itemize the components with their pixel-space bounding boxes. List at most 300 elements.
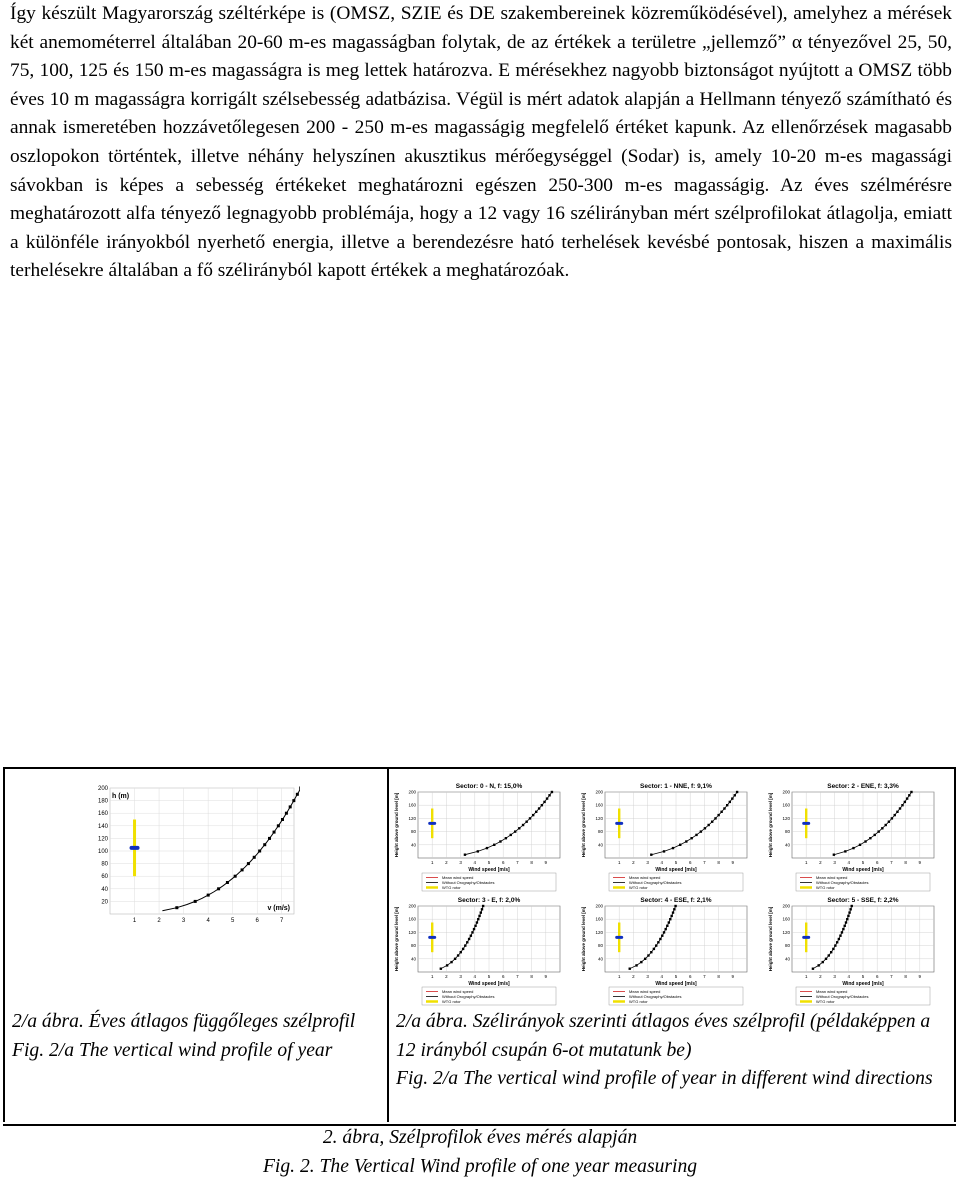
data-point — [904, 801, 906, 803]
data-point — [825, 958, 827, 960]
legend-label: WTG rotor — [816, 999, 835, 1004]
data-point — [852, 847, 854, 849]
data-point — [247, 862, 250, 865]
data-point — [499, 840, 501, 842]
x-tick-label: 5 — [861, 860, 865, 865]
data-point — [538, 807, 540, 809]
x-tick-label: 5 — [674, 974, 678, 979]
y-tick-label: 120 — [782, 929, 790, 935]
data-point — [541, 804, 543, 806]
legend-label: Mean wind speed — [442, 875, 474, 880]
x-tick-label: 7 — [703, 974, 706, 979]
y-tick-label: 200 — [782, 903, 790, 909]
x-tick-label: 2 — [157, 918, 161, 924]
data-point — [695, 834, 697, 836]
data-point — [661, 935, 663, 937]
x-tick-label: 9 — [918, 860, 922, 865]
x-tick-label: 6 — [688, 860, 692, 865]
data-point — [891, 817, 893, 819]
x-tick-label: 2 — [819, 974, 822, 979]
y-tick-label: 200 — [782, 789, 790, 795]
data-point — [849, 908, 851, 910]
legend — [796, 987, 930, 1005]
x-tick-label: 3 — [646, 860, 649, 865]
y-axis-label: Height above ground level [m] — [394, 792, 399, 858]
y-tick-label: 60 — [101, 874, 108, 881]
y-tick-label: 80 — [410, 829, 416, 835]
legend — [796, 873, 930, 891]
y-tick-label: 40 — [101, 886, 108, 893]
y-tick-label: 80 — [597, 829, 603, 835]
data-point — [830, 951, 832, 953]
data-point — [464, 944, 466, 946]
sector-chart-1 — [581, 783, 747, 891]
sector-chart-5 — [768, 897, 934, 1005]
data-point — [845, 921, 847, 923]
x-tick-label: 2 — [445, 974, 448, 979]
data-point — [217, 887, 220, 890]
data-point — [700, 830, 702, 832]
x-tick-label: 9 — [731, 974, 735, 979]
y-tick-label: 80 — [597, 943, 603, 949]
data-point — [847, 915, 849, 917]
x-tick-label: 6 — [255, 918, 259, 924]
x-tick-label: 1 — [430, 860, 434, 865]
y-axis-label: Height above ground level [m] — [394, 906, 399, 972]
x-tick-label: 2 — [632, 860, 635, 865]
data-point — [842, 928, 844, 930]
legend-label: Mean wind speed — [629, 989, 661, 994]
data-point — [471, 931, 473, 933]
sector-chart-0 — [394, 783, 560, 891]
y-tick-label: 20 — [101, 899, 108, 906]
data-point — [505, 837, 507, 839]
y-tick-label: 120 — [782, 815, 790, 821]
legend-label: Mean wind speed — [442, 989, 474, 994]
data-point — [690, 837, 692, 839]
figure-right-border — [954, 767, 956, 1122]
data-point — [859, 844, 861, 846]
data-point — [522, 824, 524, 826]
x-axis-label: v (m/s) — [267, 905, 290, 912]
y-axis-label: Height above ground level [m] — [581, 792, 586, 858]
data-point — [659, 938, 661, 940]
y-tick-label: 160 — [782, 916, 790, 922]
data-point — [480, 911, 482, 913]
y-tick-label: 160 — [595, 802, 603, 808]
data-point — [736, 791, 738, 793]
hub-marker — [802, 936, 810, 939]
x-tick-label: 3 — [459, 974, 462, 979]
x-tick-label: 4 — [847, 974, 851, 979]
x-tick-label: 3 — [181, 918, 186, 924]
y-axis-label: Height above ground level [m] — [581, 906, 586, 972]
data-point — [446, 964, 448, 966]
caption-bottom-hu: 2. ábra, Szélprofilok éves mérés alapján — [322, 1127, 638, 1148]
data-point — [277, 824, 280, 827]
data-point — [874, 834, 876, 836]
caption-left-en: Fig. 2/a The vertical wind profile of year — [12, 1039, 333, 1061]
legend-label: WTG rotor — [629, 999, 648, 1004]
legend-label: Without Orography/Obstacles — [629, 994, 682, 999]
y-tick-label: 120 — [408, 815, 416, 821]
y-tick-label: 160 — [408, 916, 416, 922]
data-point — [668, 921, 670, 923]
x-tick-label: 3 — [459, 860, 462, 865]
data-point — [194, 900, 197, 903]
x-tick-label: 2 — [632, 974, 635, 979]
data-point — [525, 821, 527, 823]
body-paragraph: Így készült Magyarország széltérképe is (OMSZ, SZIE és DE szakembereinek közreműködésével), amelyhez a mérések két anemométerrel általában 20-60 m-es magasságban folytak, de az értékek a területre „jellemző” α tényezővel 25, 50, 75, 100, 125 és 150 m-es magasságra is meg lettek határozva. E mérésekhez nagyobb biztonságot nyújtott a OMSZ több éves 10 m magasságra korrigált szélsebesség adatbázisa. Végül is mért adatok alapján a Hellmann tényező számítható és annak ismeretében hozzávetőlegesen 200 - 250 m-es magasságig megfelelő értéket kapunk. Az ellenőrzések magasabb oszlopokon történtek, illetve néhány helyszínen akusztikus mérőegységgel (Sodar) is, amely 10-20 m-es magassági sávokban is képes a sebesség értékeket meghatározni egészen 250-300 m-es magasságig. Az éves szélmérésre meghatározott alfa tényező legnagyobb problémája, hogy a 12 vagy 16 szélirányban mért szélprofilokat átlagolja, emiatt a különféle irányokból nyerhető energia, illetve a berendezésre ható terhelések kevésbé pontosak, hiszen a maximális terhelésekre általában a fő szélirányból kapott értékek a meghatározóak. — [10, 3, 952, 282]
legend — [609, 873, 743, 891]
x-tick-label: 1 — [804, 974, 808, 979]
data-point — [454, 958, 456, 960]
data-point — [653, 948, 655, 950]
data-point — [548, 794, 550, 796]
data-point — [812, 968, 814, 970]
data-point — [551, 791, 553, 793]
data-point — [910, 791, 912, 793]
data-point — [207, 894, 210, 897]
data-point — [864, 840, 866, 842]
data-point — [663, 850, 665, 852]
data-point — [543, 801, 545, 803]
data-point — [493, 844, 495, 846]
data-point — [657, 941, 659, 943]
sector-title: Sector: 4 - ESE, f: 2,1% — [640, 897, 712, 904]
x-axis-label: Wind speed [m/s] — [655, 867, 697, 873]
legend-label: Mean wind speed — [816, 875, 848, 880]
data-point — [711, 821, 713, 823]
data-point — [482, 905, 484, 907]
data-point — [477, 850, 479, 852]
data-point — [644, 958, 646, 960]
sector-chart-2 — [768, 783, 934, 891]
data-point — [532, 814, 534, 816]
data-point — [726, 804, 728, 806]
data-point — [655, 944, 657, 946]
x-tick-label: 1 — [804, 860, 808, 865]
x-tick-label: 7 — [516, 974, 519, 979]
x-tick-label: 8 — [530, 974, 533, 979]
data-point — [258, 850, 261, 853]
x-tick-label: 6 — [875, 974, 879, 979]
x-tick-label: 9 — [731, 860, 735, 865]
data-point — [833, 854, 835, 856]
data-point — [440, 968, 442, 970]
y-tick-label: 180 — [97, 798, 108, 805]
x-tick-label: 7 — [890, 860, 893, 865]
data-point — [723, 807, 725, 809]
x-tick-label: 9 — [918, 974, 922, 979]
y-tick-label: 200 — [97, 786, 108, 792]
legend-label: Without Orography/Obstacles — [442, 994, 495, 999]
x-tick-label: 8 — [717, 974, 720, 979]
y-tick-label: 160 — [782, 802, 790, 808]
data-point — [476, 921, 478, 923]
sector-charts — [390, 780, 952, 1008]
sector-title: Sector: 0 - N, f: 15,0% — [455, 783, 523, 790]
data-point — [885, 824, 887, 826]
x-tick-label: 9 — [544, 860, 548, 865]
x-axis-label: Wind speed [m/s] — [468, 981, 510, 987]
x-tick-label: 6 — [875, 860, 879, 865]
data-point — [466, 941, 468, 943]
x-tick-label: 4 — [660, 860, 664, 865]
y-tick-label: 160 — [595, 916, 603, 922]
legend — [422, 987, 556, 1005]
x-tick-label: 5 — [861, 974, 865, 979]
y-tick-label: 120 — [595, 929, 603, 935]
data-point — [679, 844, 681, 846]
caption-bottom-en: Fig. 2. The Vertical Wind profile of one year measuring — [262, 1155, 698, 1177]
data-point — [906, 797, 908, 799]
x-tick-label: 5 — [487, 974, 491, 979]
hub-marker — [615, 822, 623, 825]
y-tick-label: 40 — [597, 956, 603, 962]
data-point — [908, 794, 910, 796]
hub-marker — [428, 936, 436, 939]
y-tick-label: 120 — [595, 815, 603, 821]
data-point — [672, 847, 674, 849]
data-point — [848, 911, 850, 913]
data-point — [450, 961, 452, 963]
data-point — [253, 856, 256, 859]
sector-title: Sector: 5 - SSE, f: 2,2% — [827, 897, 899, 904]
x-tick-label: 2 — [819, 860, 822, 865]
sector-title: Sector: 2 - ENE, f: 3,3% — [827, 783, 899, 790]
data-point — [734, 794, 736, 796]
data-point — [457, 954, 459, 956]
y-tick-label: 80 — [784, 943, 790, 949]
data-point — [285, 812, 288, 815]
data-point — [844, 850, 846, 852]
data-point — [704, 827, 706, 829]
data-point — [535, 811, 537, 813]
data-point — [226, 881, 229, 884]
data-point — [289, 805, 292, 808]
y-tick-label: 40 — [784, 956, 790, 962]
x-tick-label: 4 — [660, 974, 664, 979]
y-tick-label: 100 — [97, 849, 108, 855]
data-point — [546, 797, 548, 799]
data-point — [832, 948, 834, 950]
data-point — [669, 918, 671, 920]
x-tick-label: 9 — [544, 974, 548, 979]
data-point — [175, 906, 178, 909]
data-point — [268, 837, 271, 840]
data-point — [663, 931, 665, 933]
data-point — [685, 840, 687, 842]
y-tick-label: 160 — [408, 802, 416, 808]
x-tick-label: 8 — [904, 860, 907, 865]
y-tick-label: 40 — [597, 842, 603, 848]
data-point — [460, 951, 462, 953]
data-point — [817, 964, 819, 966]
y-tick-label: 200 — [595, 903, 603, 909]
data-point — [518, 827, 520, 829]
x-tick-label: 4 — [473, 860, 477, 865]
data-point — [894, 814, 896, 816]
data-point — [828, 954, 830, 956]
data-point — [647, 954, 649, 956]
x-tick-label: 8 — [904, 974, 907, 979]
data-point — [629, 968, 631, 970]
caption-right — [396, 1008, 952, 1094]
data-point — [888, 821, 890, 823]
y-tick-label: 80 — [101, 861, 108, 868]
data-point — [263, 843, 266, 846]
x-tick-label: 6 — [501, 860, 505, 865]
data-point — [296, 793, 299, 796]
legend-label: Mean wind speed — [816, 989, 848, 994]
data-point — [846, 918, 848, 920]
y-axis-label: Height above ground level [m] — [768, 792, 773, 858]
y-axis-label: Height above ground level [m] — [768, 906, 773, 972]
caption-left-hu: 2/a ábra. Éves átlagos függőleges szélprofil — [12, 1011, 356, 1032]
y-tick-label: 40 — [410, 956, 416, 962]
y-tick-label: 200 — [595, 789, 603, 795]
caption-right-en: Fig. 2/a The vertical wind profile of year in different wind directions — [396, 1068, 933, 1090]
x-tick-label: 5 — [487, 860, 491, 865]
x-axis-label: Wind speed [m/s] — [468, 867, 510, 873]
data-point — [510, 834, 512, 836]
data-point — [477, 918, 479, 920]
data-point — [729, 801, 731, 803]
legend-label: WTG rotor — [629, 885, 648, 890]
x-tick-label: 7 — [703, 860, 706, 865]
y-tick-label: 140 — [97, 823, 108, 830]
data-point — [901, 804, 903, 806]
x-tick-label: 1 — [430, 974, 434, 979]
data-point — [869, 837, 871, 839]
data-point — [896, 811, 898, 813]
data-point — [899, 807, 901, 809]
x-tick-label: 8 — [530, 860, 533, 865]
data-point — [468, 938, 470, 940]
x-tick-label: 6 — [501, 974, 505, 979]
data-point — [474, 925, 476, 927]
y-tick-label: 160 — [97, 811, 108, 818]
x-tick-label: 6 — [688, 974, 692, 979]
data-point — [836, 941, 838, 943]
data-point — [839, 935, 841, 937]
hub-marker — [428, 822, 436, 825]
data-point — [714, 817, 716, 819]
x-axis-label: Wind speed [m/s] — [655, 981, 697, 987]
y-tick-label: 200 — [408, 903, 416, 909]
sector-chart-3 — [394, 897, 560, 1005]
data-point — [838, 938, 840, 940]
x-tick-label: 4 — [847, 860, 851, 865]
legend — [422, 873, 556, 891]
legend-label: Mean wind speed — [629, 875, 661, 880]
x-tick-label: 3 — [646, 974, 649, 979]
legend-label: WTG rotor — [442, 885, 461, 890]
data-point — [640, 961, 642, 963]
data-point — [473, 928, 475, 930]
caption-left — [12, 1008, 372, 1065]
legend — [609, 987, 743, 1005]
data-point — [650, 854, 652, 856]
data-point — [877, 830, 879, 832]
data-point — [834, 944, 836, 946]
x-tick-label: 5 — [674, 860, 678, 865]
x-tick-label: 4 — [206, 918, 210, 924]
data-point — [464, 854, 466, 856]
legend-label: Without Orography/Obstacles — [442, 880, 495, 885]
hub-marker — [615, 936, 623, 939]
data-point — [841, 931, 843, 933]
legend-label: Without Orography/Obstacles — [816, 880, 869, 885]
data-point — [514, 830, 516, 832]
x-tick-label: 3 — [833, 860, 836, 865]
data-point — [672, 911, 674, 913]
data-point — [529, 817, 531, 819]
sector-chart-4 — [581, 897, 747, 1005]
data-point — [241, 868, 244, 871]
y-tick-label: 80 — [784, 829, 790, 835]
data-point — [481, 908, 483, 910]
x-tick-label: 1 — [617, 860, 621, 865]
x-axis-label: Wind speed [m/s] — [842, 867, 884, 873]
x-tick-label: 8 — [717, 860, 720, 865]
hub-marker — [802, 822, 810, 825]
data-point — [281, 818, 284, 821]
data-point — [665, 928, 667, 930]
y-axis-label: h (m) — [112, 793, 130, 800]
x-tick-label: 7 — [280, 918, 284, 924]
data-point — [478, 915, 480, 917]
data-point — [234, 875, 237, 878]
y-tick-label: 120 — [97, 836, 108, 843]
data-point — [707, 824, 709, 826]
data-point — [717, 814, 719, 816]
x-tick-label: 1 — [617, 974, 621, 979]
y-tick-label: 80 — [410, 943, 416, 949]
x-tick-label: 5 — [230, 918, 235, 924]
data-point — [674, 905, 676, 907]
data-point — [673, 908, 675, 910]
x-tick-label: 2 — [445, 860, 448, 865]
data-point — [470, 935, 472, 937]
data-point — [731, 797, 733, 799]
annual-profile-chart — [88, 782, 300, 926]
data-point — [486, 847, 488, 849]
x-tick-label: 7 — [516, 860, 519, 865]
x-tick-label: 4 — [473, 974, 477, 979]
data-point — [273, 831, 276, 834]
data-point — [822, 961, 824, 963]
legend-label: Without Orography/Obstacles — [629, 880, 682, 885]
x-tick-label: 1 — [132, 918, 137, 924]
caption-right-hu: 2/a ábra. Szélirányok szerinti átlagos éves szélprofil (példaképpen a 12 irányból csupán 6-ot mutatunk be) — [396, 1011, 931, 1061]
x-tick-label: 7 — [890, 974, 893, 979]
y-tick-label: 200 — [408, 789, 416, 795]
data-point — [670, 915, 672, 917]
data-point — [720, 811, 722, 813]
data-point — [299, 787, 300, 790]
legend-label: Without Orography/Obstacles — [816, 994, 869, 999]
data-point — [650, 951, 652, 953]
x-tick-label: 3 — [833, 974, 836, 979]
y-tick-label: 40 — [410, 842, 416, 848]
sector-title: Sector: 1 - NNE, f: 9,1% — [640, 783, 712, 790]
y-tick-label: 120 — [408, 929, 416, 935]
x-axis-label: Wind speed [m/s] — [842, 981, 884, 987]
data-point — [292, 799, 295, 802]
data-point — [844, 925, 846, 927]
